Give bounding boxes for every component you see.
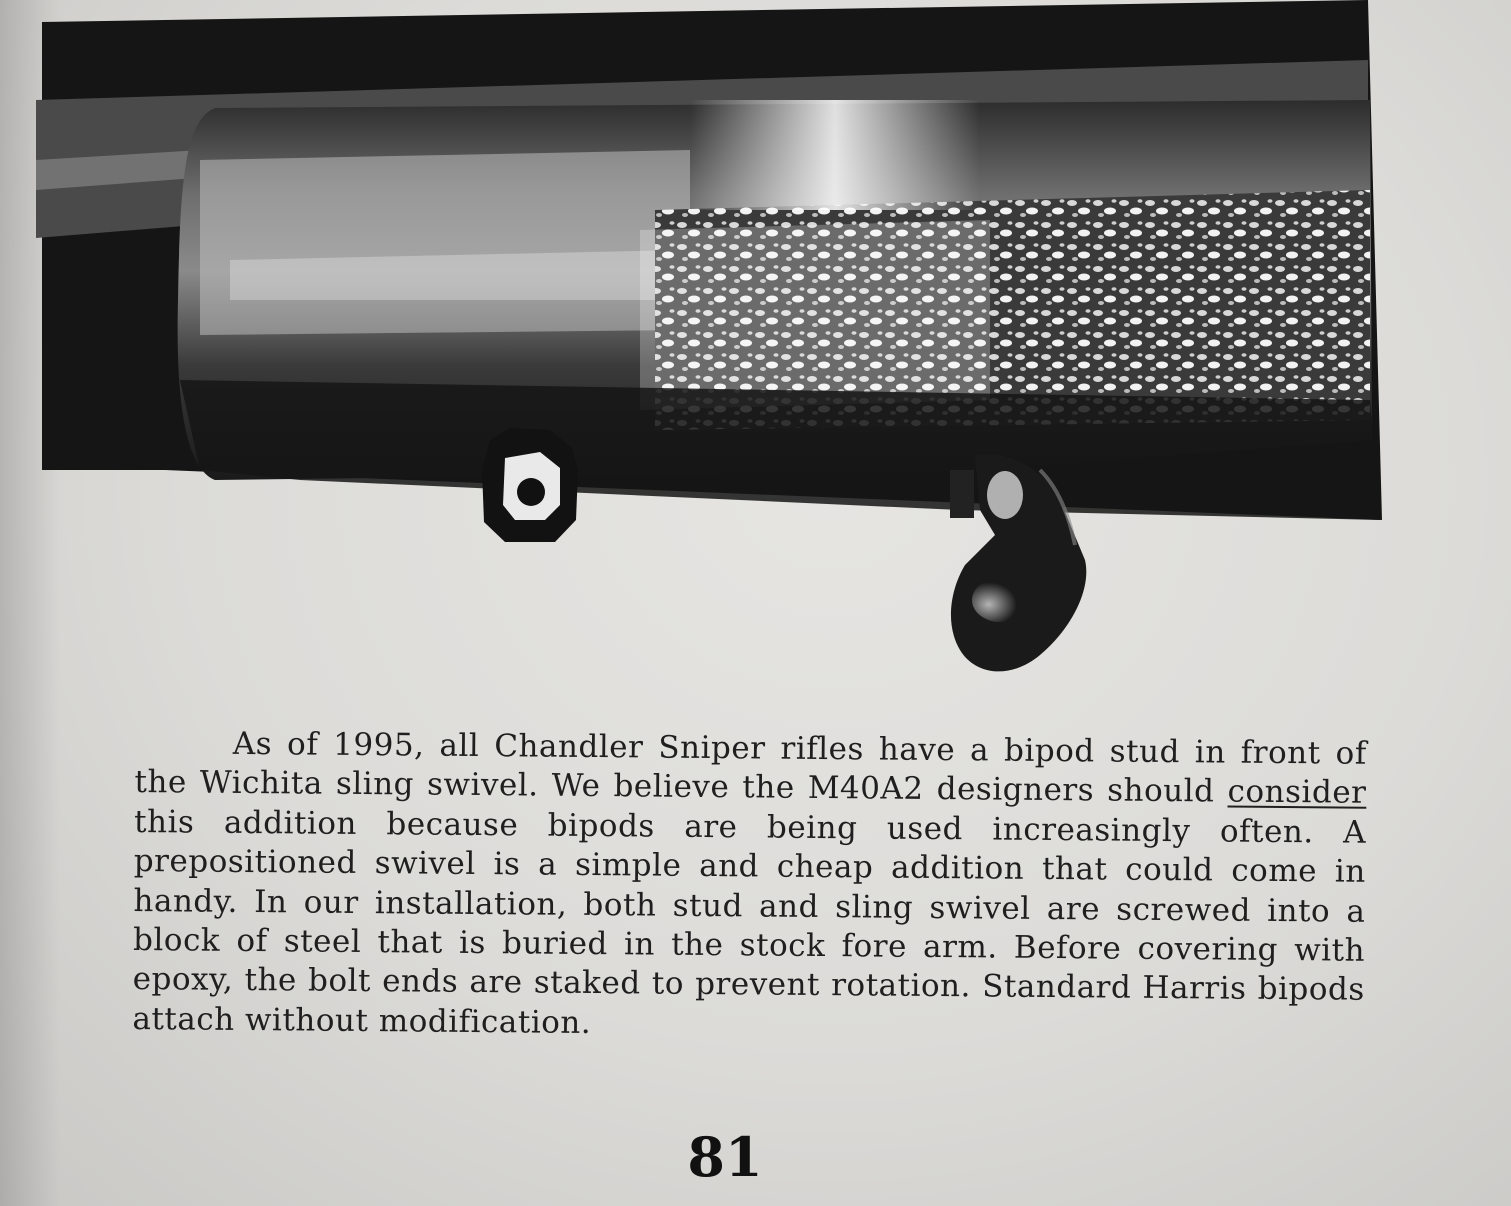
bipod-stud-icon (482, 428, 578, 542)
body-paragraph (132, 724, 1367, 1050)
body-paragraph-part-2: this addition because bipods are being used increasingly often. A prepositioned swivel is a simple and cheap addition that could come in handy. In our installation, both stud and sling swivel are screwed into a block of steel that is buried in the stock fore arm. Before covering with epoxy, the bolt ends are staked to prevent rotation. Standard Harris bipods attach without modification. (132, 803, 1367, 1041)
emphasized-word: consider (1227, 773, 1367, 812)
body-paragraph-part-1: As of 1995, all Chandler Sniper rifles have a bipod stud in front of the Wichita sling swivel. We believe the M40A2 designers should (134, 725, 1367, 810)
page-number: 81 (687, 1125, 763, 1189)
